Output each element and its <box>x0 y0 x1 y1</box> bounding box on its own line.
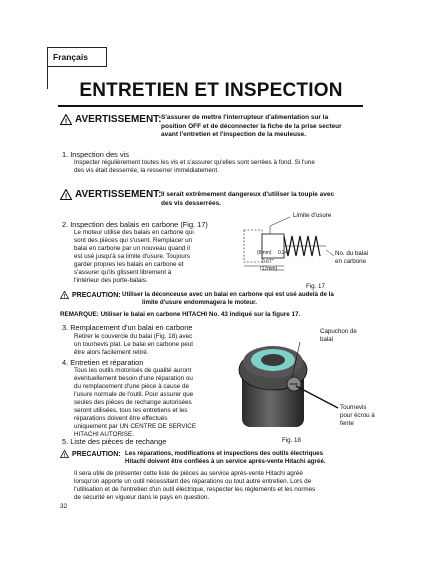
section-4-line: l'usure normale de l'outil. Pour assurer que <box>74 391 194 398</box>
section-3-line: être alors facilement retiré. <box>74 349 149 356</box>
closing-line: l'utilisation et de l'entretien d'un outil électrique, respecter les règlements et les normes <box>74 486 316 493</box>
precaution-2-line: Les réparations, modifications et inspections des outils électriques <box>125 450 324 457</box>
warning-text-2 <box>161 191 371 208</box>
brush-number-label <box>335 250 368 266</box>
figure-17-caption: Fig. 17 <box>306 283 325 290</box>
brush-number-line: No. du balai <box>335 250 369 257</box>
section-4-line: éventuellement besoin d'une réparation ou <box>74 375 193 382</box>
warning-triangle-icon <box>60 189 72 200</box>
page-number: 32 <box>60 503 68 510</box>
svg-text:!: ! <box>64 118 68 125</box>
section-1-line: des vis était desserrée, la resserrer immédiatement. <box>74 167 219 174</box>
section-2-heading: 2. Inspection des balais en carbone (Fig. 17) <box>62 220 208 229</box>
warning-1-line: avant l'entretien et l'inspection de la meuleuse. <box>161 131 307 139</box>
section-4-line: seules des pièces de rechange autorisées <box>74 399 192 406</box>
precaution-label-2: PRECAUTION: <box>72 450 121 458</box>
section-3-body <box>74 333 234 357</box>
precaution-text-2 <box>125 450 375 466</box>
svg-text:!: ! <box>63 293 66 299</box>
closing-line: Il sera utile de présenter cette liste de pièces au service après-vente Hitachi agréé <box>74 470 303 477</box>
screwdriver-line: pour écrou à <box>340 411 375 419</box>
precaution-label-1: PRECAUTION: <box>72 291 121 299</box>
page-title: ENTRETIEN ET INSPECTION <box>79 80 343 101</box>
closing-line: lorsqu'on apporte un outil nécessitant des réparations ou tout autre entretien. Lors de <box>74 478 312 485</box>
section-4-line: Tous les outils motorisés de qualité auront <box>74 367 192 374</box>
section-4-line: seront utilisées, tous les entretiens et les <box>74 407 188 414</box>
section-1-body <box>74 159 374 175</box>
brush-cap-line: Capuchon de <box>320 328 357 335</box>
section-2-body <box>74 229 234 285</box>
screwdriver-line: fente <box>340 419 354 427</box>
section-4-body <box>74 367 234 439</box>
screwdriver-line: Tournevis <box>340 404 367 411</box>
precaution-text-1 <box>122 291 377 307</box>
brush-number-line: en carbone <box>335 257 366 265</box>
precaution-2-line: Hitachi doivent être confiées à un service après-vente Hitachi agréé. <box>125 458 326 465</box>
svg-text:!: ! <box>63 452 66 458</box>
section-3-heading: 3. Remplacement d'un balai en carbone <box>62 323 193 332</box>
section-2-line: Le moteur utilise des balais en carbone qui <box>74 229 194 236</box>
section-2-line: garder propres les balais en carbone et <box>74 261 184 268</box>
section-2-line: sont des pièces qui s'usent. Remplacer un <box>74 237 193 244</box>
section-2-line: l'intérieur des porte-balais. <box>74 277 148 284</box>
section-1-line: Inspecter régulièrement toutes les vis et s'assurer qu'elles sont serrées à fond. Si l'une <box>74 159 315 166</box>
warning-1-line: S'assurer de mettre l'interrupteur d'alimentation sur la <box>161 114 329 121</box>
svg-text:!: ! <box>64 193 68 200</box>
section-4-line: uniquement par UN CENTRE DE SERVICE <box>74 423 197 430</box>
warning-triangle-icon <box>60 291 69 299</box>
title-rule <box>58 105 363 107</box>
dimension-17mm: (17mm) <box>260 266 278 272</box>
precaution-1-line: limite d'usure endommagera le moteur. <box>142 299 257 306</box>
precaution-1-line: Utiliser la déconceuse avec un balai en carbone qui est usé audelà de la <box>122 291 334 298</box>
warning-label-1: AVERTISSEMENT: <box>75 114 162 125</box>
section-4-line: réparations doivent être effectués <box>74 415 168 422</box>
warning-label-2: AVERTISSEMENT: <box>75 189 162 200</box>
brush-cap-line: balai <box>320 335 334 343</box>
warning-1-line: position OFF et de déconnecter la fiche de la prise secteur <box>161 122 342 130</box>
dimension-067in: 0.67" <box>262 259 274 265</box>
language-tab: Français <box>47 47 107 67</box>
section-2-line: s'assurer qu'ils glissent librement à <box>74 269 172 276</box>
section-3-line: Retirer le couvercle du balai (Fig. 18) avec <box>74 333 193 340</box>
wear-limit-label: Limite d'usure <box>293 212 332 219</box>
warning-triangle-icon <box>60 114 72 125</box>
brush-cap-label <box>320 328 357 344</box>
screwdriver-label <box>340 404 375 427</box>
closing-paragraph <box>74 470 374 502</box>
warning-text-1 <box>161 114 371 140</box>
remark-text: REMARQUE: Utiliser le balai en carbone HITACHI No. 43 indiqué sur la figure 17. <box>60 311 301 318</box>
section-2-line: balai en carbone par un nouveau quand il <box>74 245 190 252</box>
dimension-6mm: (6mm) <box>257 250 272 256</box>
section-2-line: est usé jusqu'à sa limite d'usure. Toujours <box>74 253 191 260</box>
warning-heading-2 <box>60 189 162 200</box>
warning-2-line: Il serait extrêmement dangereux d'utiliser la toupie avec <box>161 191 335 198</box>
section-5-heading: 5. Liste des pièces de rechange <box>62 437 167 446</box>
dimension-024in: 0.24" <box>278 250 290 256</box>
section-4-line: du remplacement d'une pièce à cause de <box>74 383 189 390</box>
figure-18-caption: Fig. 18 <box>282 437 301 444</box>
closing-line: de sécurité en vigueur dans le pays en question. <box>74 494 210 501</box>
section-4-heading: 4. Entretien et réparation <box>62 358 144 367</box>
precaution-heading-2 <box>60 450 121 458</box>
section-1-heading: 1. Inspection des vis <box>62 150 129 159</box>
warning-heading-1 <box>60 114 162 125</box>
warning-2-line: des vis desserrées. <box>161 199 221 207</box>
section-4-line: HITACHI AUTORISE. <box>74 431 134 438</box>
precaution-heading-1 <box>60 291 121 299</box>
section-3-line: un tournevis plat. Le balai en carbone peut <box>74 341 194 348</box>
warning-triangle-icon <box>60 450 69 458</box>
